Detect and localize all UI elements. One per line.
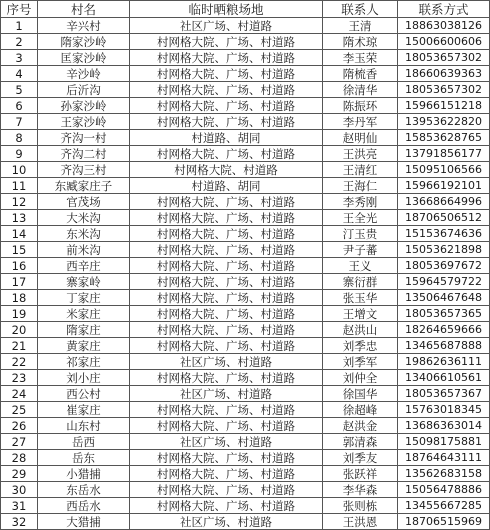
table-row — [1, 386, 490, 402]
row-number: 18 — [1, 290, 38, 306]
contact-person: 刘仲全 — [323, 370, 398, 386]
row-number: 9 — [1, 146, 38, 162]
table-row — [1, 354, 490, 370]
contact-person: 徐清华 — [323, 82, 398, 98]
contact-person: 王义 — [323, 258, 398, 274]
contact-person: 李华森 — [323, 482, 398, 498]
contact-phone: 13455667285 — [398, 498, 490, 514]
table-row — [1, 98, 490, 114]
row-number: 6 — [1, 98, 38, 114]
village-name: 匡家沙岭 — [38, 50, 130, 66]
contact-phone: 15053621898 — [398, 242, 490, 258]
village-name: 大米沟 — [38, 210, 130, 226]
village-name: 隋家庄 — [38, 322, 130, 338]
row-number: 15 — [1, 242, 38, 258]
table-row — [1, 290, 490, 306]
contact-phone: 15853628765 — [398, 130, 490, 146]
row-number: 1 — [1, 18, 38, 34]
row-number: 26 — [1, 418, 38, 434]
drying-site: 村网格大院、广场、村道路 — [130, 290, 323, 306]
row-number: 21 — [1, 338, 38, 354]
village-name: 辛兴村 — [38, 18, 130, 34]
contact-phone: 15763018345 — [398, 402, 490, 418]
contact-person: 郭清森 — [323, 434, 398, 450]
contact-person: 张跃祥 — [323, 466, 398, 482]
village-name: 西公村 — [38, 386, 130, 402]
village-name: 小猎捕 — [38, 466, 130, 482]
drying-site: 村网格大院、广场、村道路 — [130, 466, 323, 482]
contact-phone: 18053657302 — [398, 82, 490, 98]
village-name: 西岳水 — [38, 498, 130, 514]
row-number: 14 — [1, 226, 38, 242]
row-number: 17 — [1, 274, 38, 290]
contact-phone: 15095106566 — [398, 162, 490, 178]
contact-phone: 18660639363 — [398, 66, 490, 82]
contact-person: 李秀刚 — [323, 194, 398, 210]
drying-site: 村网格大院、广场、村道路 — [130, 450, 323, 466]
drying-site: 村网格大院、广场、村道路 — [130, 498, 323, 514]
drying-site: 村网格大院、广场、村道路 — [130, 418, 323, 434]
table-row — [1, 450, 490, 466]
contact-person: 刘季忠 — [323, 338, 398, 354]
row-number: 11 — [1, 178, 38, 194]
drying-site: 村网格大院、广场、村道路 — [130, 82, 323, 98]
village-name: 东臧家庄子 — [38, 178, 130, 194]
row-number: 23 — [1, 370, 38, 386]
table-row — [1, 514, 490, 530]
row-number: 27 — [1, 434, 38, 450]
village-name: 前米沟 — [38, 242, 130, 258]
header-drying-site: 临时晒粮场地 — [130, 1, 323, 18]
table-row — [1, 50, 490, 66]
table-row — [1, 482, 490, 498]
contact-phone: 18764643111 — [398, 450, 490, 466]
drying-site: 社区广场、村道路 — [130, 18, 323, 34]
table-row — [1, 82, 490, 98]
contact-phone: 13406610561 — [398, 370, 490, 386]
row-number: 3 — [1, 50, 38, 66]
contact-person: 张则栋 — [323, 498, 398, 514]
row-number: 24 — [1, 386, 38, 402]
drying-site: 村道路、胡同 — [130, 178, 323, 194]
contact-phone: 13953622820 — [398, 114, 490, 130]
table-row — [1, 114, 490, 130]
row-number: 25 — [1, 402, 38, 418]
row-number: 29 — [1, 466, 38, 482]
row-number: 16 — [1, 258, 38, 274]
row-number: 12 — [1, 194, 38, 210]
drying-site: 村网格大院、村道路 — [130, 162, 323, 178]
row-number: 10 — [1, 162, 38, 178]
village-name: 西辛庄 — [38, 258, 130, 274]
drying-site: 村网格大院、广场、村道路 — [130, 98, 323, 114]
contact-person: 王增文 — [323, 306, 398, 322]
header-number: 序号 — [1, 1, 38, 18]
table-row — [1, 34, 490, 50]
drying-site: 村网格大院、广场、村道路 — [130, 322, 323, 338]
row-number: 4 — [1, 66, 38, 82]
table-row — [1, 194, 490, 210]
village-name: 齐沟三村 — [38, 162, 130, 178]
row-number: 19 — [1, 306, 38, 322]
village-name: 东米沟 — [38, 226, 130, 242]
row-number: 28 — [1, 450, 38, 466]
drying-site: 村网格大院、广场、村道路 — [130, 338, 323, 354]
table-header-row — [1, 1, 490, 18]
contact-phone: 19862636111 — [398, 354, 490, 370]
table-row — [1, 178, 490, 194]
contact-person: 赵洪山 — [323, 322, 398, 338]
contact-person: 隋梳香 — [323, 66, 398, 82]
contact-phone: 18053697672 — [398, 258, 490, 274]
contact-phone: 18053657365 — [398, 306, 490, 322]
village-name: 米家庄 — [38, 306, 130, 322]
table-row — [1, 210, 490, 226]
village-name: 齐沟二村 — [38, 146, 130, 162]
contact-phone: 13465687888 — [398, 338, 490, 354]
village-name: 祁家庄 — [38, 354, 130, 370]
contact-person: 陈振环 — [323, 98, 398, 114]
table-body — [1, 18, 490, 530]
drying-site: 村网格大院、广场、村道路 — [130, 370, 323, 386]
contact-phone: 18706515969 — [398, 514, 490, 530]
contact-phone: 13668664996 — [398, 194, 490, 210]
village-name: 后沂沟 — [38, 82, 130, 98]
contact-person: 张玉华 — [323, 290, 398, 306]
drying-site: 村网格大院、广场、村道路 — [130, 194, 323, 210]
table-row — [1, 162, 490, 178]
row-number: 30 — [1, 482, 38, 498]
contact-phone: 15006600606 — [398, 34, 490, 50]
contact-phone: 18706506512 — [398, 210, 490, 226]
row-number: 7 — [1, 114, 38, 130]
table-row — [1, 338, 490, 354]
table-row — [1, 242, 490, 258]
contact-phone: 13791856177 — [398, 146, 490, 162]
row-number: 32 — [1, 514, 38, 530]
contact-phone: 18053657302 — [398, 50, 490, 66]
contact-phone: 15964579722 — [398, 274, 490, 290]
row-number: 8 — [1, 130, 38, 146]
drying-site: 村道路、胡同 — [130, 130, 323, 146]
drying-site: 村网格大院、广场、村道路 — [130, 258, 323, 274]
village-name: 齐沟一村 — [38, 130, 130, 146]
header-village: 村名 — [38, 1, 130, 18]
contact-phone: 15966192101 — [398, 178, 490, 194]
table-row — [1, 226, 490, 242]
contact-phone: 18053657367 — [398, 386, 490, 402]
row-number: 2 — [1, 34, 38, 50]
drying-site: 村网格大院、广场、村道路 — [130, 242, 323, 258]
contact-phone: 13686363014 — [398, 418, 490, 434]
table-row — [1, 434, 490, 450]
table-row — [1, 274, 490, 290]
row-number: 20 — [1, 322, 38, 338]
contact-person: 王清红 — [323, 162, 398, 178]
table-row — [1, 498, 490, 514]
drying-site: 村网格大院、广场、村道路 — [130, 66, 323, 82]
drying-site: 村网格大院、广场、村道路 — [130, 274, 323, 290]
village-name: 刘小庄 — [38, 370, 130, 386]
drying-site: 社区广场、村道路 — [130, 354, 323, 370]
contact-phone: 15056478886 — [398, 482, 490, 498]
contact-phone: 18264659666 — [398, 322, 490, 338]
contact-phone: 15153674636 — [398, 226, 490, 242]
drying-site: 村网格大院、广场、村道路 — [130, 146, 323, 162]
drying-site: 村网格大院、广场、村道路 — [130, 306, 323, 322]
row-number: 5 — [1, 82, 38, 98]
contact-person: 尹子蕃 — [323, 242, 398, 258]
drying-site: 村网格大院、广场、村道路 — [130, 34, 323, 50]
drying-site: 社区广场、村道路 — [130, 386, 323, 402]
contact-person: 徐超峰 — [323, 402, 398, 418]
contact-person: 王洪恩 — [323, 514, 398, 530]
village-name: 黄家庄 — [38, 338, 130, 354]
contact-person: 王洪亮 — [323, 146, 398, 162]
contact-person: 王全光 — [323, 210, 398, 226]
row-number: 13 — [1, 210, 38, 226]
village-name: 山东村 — [38, 418, 130, 434]
row-number: 22 — [1, 354, 38, 370]
village-name: 辛沙岭 — [38, 66, 130, 82]
contact-phone: 15098175881 — [398, 434, 490, 450]
contact-person: 刘季军 — [323, 354, 398, 370]
table-row — [1, 18, 490, 34]
contact-person: 王清 — [323, 18, 398, 34]
table-row — [1, 370, 490, 386]
village-name: 寨家岭 — [38, 274, 130, 290]
contact-person: 隋术琼 — [323, 34, 398, 50]
contact-person: 王海仁 — [323, 178, 398, 194]
drying-site: 社区广场、村道路 — [130, 514, 323, 530]
contact-person: 寨衍群 — [323, 274, 398, 290]
village-name: 岳西 — [38, 434, 130, 450]
drying-site: 村网格大院、广场、村道路 — [130, 402, 323, 418]
table-row — [1, 258, 490, 274]
table-row — [1, 146, 490, 162]
village-name: 大猎捕 — [38, 514, 130, 530]
row-number: 31 — [1, 498, 38, 514]
village-name: 王家沙岭 — [38, 114, 130, 130]
village-name: 隋家沙岭 — [38, 34, 130, 50]
table-row — [1, 322, 490, 338]
contact-phone: 15966151218 — [398, 98, 490, 114]
table-row — [1, 466, 490, 482]
drying-site: 村网格大院、广场、村道路 — [130, 210, 323, 226]
village-name: 岳东 — [38, 450, 130, 466]
contact-person: 刘季友 — [323, 450, 398, 466]
drying-site: 社区广场、村道路 — [130, 434, 323, 450]
header-phone: 联系方式 — [398, 1, 490, 18]
contact-phone: 18863038126 — [398, 18, 490, 34]
contact-person: 赵明仙 — [323, 130, 398, 146]
table-row — [1, 418, 490, 434]
contact-phone: 13506467648 — [398, 290, 490, 306]
contact-phone: 13562683158 — [398, 466, 490, 482]
table-row — [1, 306, 490, 322]
village-name: 东岳水 — [38, 482, 130, 498]
drying-site: 村网格大院、广场、村道路 — [130, 50, 323, 66]
drying-site: 村网格大院、广场、村道路 — [130, 482, 323, 498]
village-name: 孙家沙岭 — [38, 98, 130, 114]
contact-person: 汀玉贵 — [323, 226, 398, 242]
drying-site: 村网格大院、广场、村道路 — [130, 114, 323, 130]
table-row — [1, 66, 490, 82]
village-name: 崔家庄 — [38, 402, 130, 418]
header-contact: 联系人 — [323, 1, 398, 18]
contact-person: 徐国华 — [323, 386, 398, 402]
table-row — [1, 402, 490, 418]
contact-person: 李玉荣 — [323, 50, 398, 66]
contact-person: 赵洪金 — [323, 418, 398, 434]
village-name: 官茂场 — [38, 194, 130, 210]
contact-person: 李丹军 — [323, 114, 398, 130]
drying-site: 村网格大院、广场、村道路 — [130, 226, 323, 242]
table-row — [1, 130, 490, 146]
village-name: 丁家庄 — [38, 290, 130, 306]
